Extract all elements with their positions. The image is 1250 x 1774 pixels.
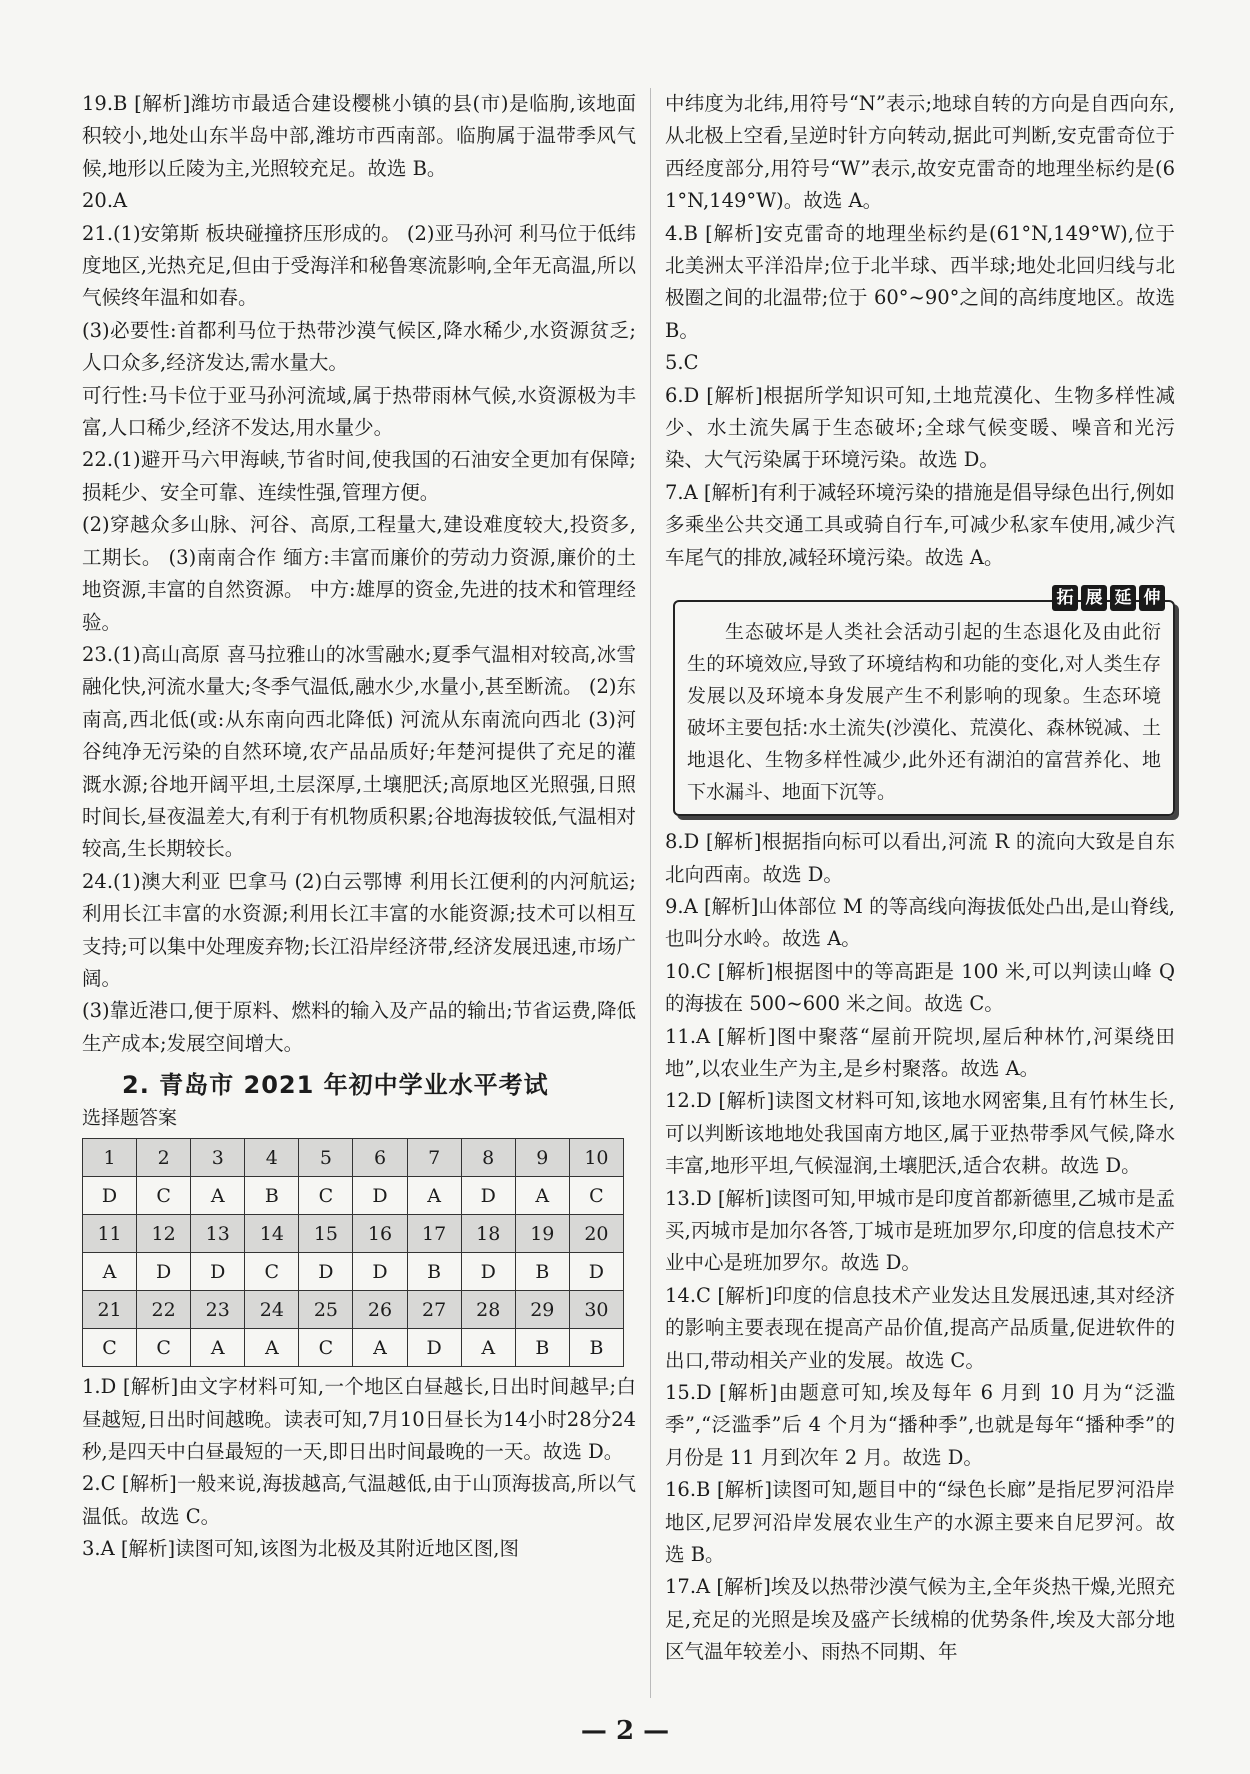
question-number-cell: 27 [407, 1291, 461, 1329]
answer-block: 中纬度为北纬,用符号“N”表示;地球自转的方向是自西向东,从北极上空看,呈逆时针方向转动,据此可判断,安克雷奇位于西经度部分,用符号“W”表示,故安克雷奇的地理坐标约是(61°N,149°W)。故选 A。 [665, 92, 1175, 213]
question-number-cell: 17 [407, 1215, 461, 1253]
answer-cell: C [245, 1253, 299, 1291]
right-column [665, 88, 1175, 1669]
answer-cell: A [245, 1329, 299, 1367]
answer-block: 23.(1)高山高原 喜马拉雅山的冰雪融水;夏季气温相对较高,冰雪融化快,河流水量大;冬季气温低,融水少,水量小,甚至断流。 (2)东南高,西北低(或:从东南向西北降低) 河流从东南流向西北 (3)河谷纯净无污染的自然环境,农产品品质好;年楚河提供了充足的灌溉水源;谷地开阔平坦,土层深厚,土壤肥沃;高原地区光照强,日照时间长,昼夜温差大,有利于有机物质积累;谷地海拔较低,气温相对较高,生长期较长。 [82, 642, 636, 861]
question-number-cell: 12 [137, 1215, 191, 1253]
answer-cell: D [461, 1177, 515, 1215]
question-number-cell: 25 [299, 1291, 353, 1329]
extension-tag-char: 伸 [1139, 585, 1165, 611]
extension-tag-char: 拓 [1052, 585, 1078, 611]
answer-block: 19.B [解析]潍坊市最适合建设樱桃小镇的县(市)是临朐,该地面积较小,地处山东半岛中部,潍坊市西南部。临朐属于温带季风气候,地形以丘陵为主,光照较充足。故选 B。 [82, 92, 636, 180]
answer-cell: D [461, 1253, 515, 1291]
question-number-cell: 22 [137, 1291, 191, 1329]
answer-cell: D [191, 1253, 245, 1291]
answer-block: 22.(1)避开马六甲海峡,节省时间,使我国的石油安全更加有保障;损耗少、安全可靠、连续性强,管理方便。 [82, 448, 636, 504]
answer-table-number-row [83, 1139, 624, 1177]
section-title: 2. 青岛市 2021 年初中学业水平考试 [122, 1071, 549, 1100]
question-number-cell: 26 [353, 1291, 407, 1329]
left-column [82, 88, 636, 1566]
extension-box [673, 588, 1175, 816]
answer-cell: D [569, 1253, 623, 1291]
answer-table-answer-row [83, 1177, 624, 1215]
extension-tag [1052, 585, 1165, 611]
question-number-cell: 21 [83, 1291, 137, 1329]
answer-block: 2.C [解析]一般来说,海拔越高,气温越低,由于山顶海拔高,所以气温低。故选 C。 [82, 1472, 636, 1528]
question-number-cell: 4 [245, 1139, 299, 1177]
answer-cell: D [353, 1253, 407, 1291]
answer-block: 9.A [解析]山体部位 M 的等高线向海拔低处凸出,是山脊线,也叫分水岭。故选 A。 [665, 894, 1175, 951]
answer-block: 21.(1)安第斯 板块碰撞挤压形成的。 (2)亚马孙河 利马位于低纬度地区,光热充足,但由于受海洋和秘鲁寒流影响,全年无高温,所以气候终年温和如春。 [82, 221, 636, 310]
answer-block: 5.C [665, 351, 699, 375]
answer-cell: A [407, 1177, 461, 1215]
answer-table-answer-row [83, 1329, 624, 1367]
question-number-cell: 9 [515, 1139, 569, 1177]
answer-table-number-row [83, 1291, 624, 1329]
question-number-cell: 5 [299, 1139, 353, 1177]
answer-cell: C [137, 1329, 191, 1367]
answer-block: 14.C [解析]印度的信息技术产业发达且发展迅速,其对经济的影响主要表现在提高产品价值,提高产品质量,促进软件的出口,带动相关产业的发展。故选 C。 [665, 1283, 1175, 1372]
answer-cell: C [299, 1329, 353, 1367]
answer-cell: C [569, 1177, 623, 1215]
answer-block: 12.D [解析]读图文材料可知,该地水网密集,且有竹林生长,可以判断该地地处我国南方地区,属于亚热带季风气候,降水丰富,地形平坦,气候湿润,土壤肥沃,适合农耕。故选 D。 [665, 1089, 1175, 1178]
answer-cell: A [461, 1329, 515, 1367]
answer-block: 13.D [解析]读图可知,甲城市是印度首都新德里,乙城市是孟买,丙城市是加尔各答,丁城市是班加罗尔,印度的信息技术产业中心是班加罗尔。故选 D。 [665, 1186, 1175, 1275]
question-number-cell: 28 [461, 1291, 515, 1329]
answer-cell: B [245, 1177, 299, 1215]
answer-block: 16.B [解析]读图可知,题目中的“绿色长廊”是指尼罗河沿岸地区,尼罗河沿岸发展农业生产的水源主要来自尼罗河。故选 B。 [665, 1478, 1175, 1567]
question-number-cell: 13 [191, 1215, 245, 1253]
question-number-cell: 6 [353, 1139, 407, 1177]
extension-text: 生态破坏是人类社会活动引起的生态退化及由此衍生的环境效应,导致了环境结构和功能的变化,对人类生存发展以及环境本身发展产生不利影响的现象。生态环境破坏主要包括:水土流失(沙漠化、荒漠化、森林锐减、土地退化、生物多样性减少,此外还有湖泊的富营养化、地下水漏斗、地面下沉等。 [687, 621, 1161, 804]
question-number-cell: 11 [83, 1215, 137, 1253]
answer-table-answer-row [83, 1253, 624, 1291]
question-number-cell: 14 [245, 1215, 299, 1253]
answer-cell: A [83, 1253, 137, 1291]
answer-block: 15.D [解析]由题意可知,埃及每年 6 月到 10 月为“泛滥季”,“泛滥季”后 4 个月为“播种季”,也就是每年“播种季”的月份是 11 月到次年 2 月。故选 D。 [665, 1381, 1175, 1469]
page-number: — 2 — [580, 1716, 670, 1746]
question-number-cell: 18 [461, 1215, 515, 1253]
question-number-cell: 16 [353, 1215, 407, 1253]
question-number-cell: 2 [137, 1139, 191, 1177]
answer-block: 17.A [解析]埃及以热带沙漠气候为主,全年炎热干燥,光照充足,充足的光照是埃及盛产长绒棉的优势条件,埃及大部分地区气温年较差小、雨热不同期、年 [665, 1575, 1175, 1664]
answer-block: (3)必要性:首都利马位于热带沙漠气候区,降水稀少,水资源贫乏;人口众多,经济发达,需水量大。 [82, 318, 636, 375]
answer-cell: B [569, 1329, 623, 1367]
question-number-cell: 24 [245, 1291, 299, 1329]
question-number-cell: 30 [569, 1291, 623, 1329]
answer-cell: B [515, 1329, 569, 1367]
question-number-cell: 15 [299, 1215, 353, 1253]
answer-cell: D [407, 1329, 461, 1367]
answer-cell: A [353, 1329, 407, 1367]
answer-cell: A [191, 1329, 245, 1367]
question-number-cell: 20 [569, 1215, 623, 1253]
answer-block: 6.D [解析]根据所学知识可知,土地荒漠化、生物多样性减少、水土流失属于生态破坏;全球气候变暖、噪音和光污染、大气污染属于环境污染。故选 D。 [665, 383, 1175, 472]
answer-cell: D [83, 1177, 137, 1215]
answer-block: 8.D [解析]根据指向标可以看出,河流 R 的流向大致是自东北向西南。故选 D。 [665, 830, 1175, 886]
answer-block: 3.A [解析]读图可知,该图为北极及其附近地区图,图 [82, 1537, 519, 1561]
answer-cell: D [299, 1253, 353, 1291]
question-number-cell: 29 [515, 1291, 569, 1329]
answer-block: 7.A [解析]有利于减轻环境污染的措施是倡导绿色出行,例如多乘坐公共交通工具或骑自行车,可减少私家车使用,减少汽车尾气的排放,减轻环境污染。故选 A。 [665, 480, 1175, 569]
answer-cell: A [191, 1177, 245, 1215]
question-number-cell: 19 [515, 1215, 569, 1253]
answer-cell: C [83, 1329, 137, 1367]
answer-cell: C [137, 1177, 191, 1215]
question-number-cell: 23 [191, 1291, 245, 1329]
answer-table [82, 1138, 624, 1367]
extension-tag-char: 展 [1081, 585, 1107, 611]
question-number-cell: 3 [191, 1139, 245, 1177]
answer-table-number-row [83, 1215, 624, 1253]
question-number-cell: 1 [83, 1139, 137, 1177]
answer-block: 20.A [82, 189, 128, 213]
answer-block: 10.C [解析]根据图中的等高距是 100 米,可以判读山峰 Q 的海拔在 500~600 米之间。故选 C。 [665, 959, 1175, 1016]
question-number-cell: 7 [407, 1139, 461, 1177]
answer-cell: D [353, 1177, 407, 1215]
answer-block: (3)靠近港口,便于原料、燃料的输入及产品的输出;节省运费,降低生产成本;发展空间增大。 [82, 999, 636, 1055]
answer-block: 11.A [解析]图中聚落“屋前开院坝,屋后种林竹,河渠绕田地”,以农业生产为主,是乡村聚落。故选 A。 [665, 1024, 1175, 1080]
answer-block: 可行性:马卡位于亚马孙河流域,属于热带雨林气候,水资源极为丰富,人口稀少,经济不发达,用水量少。 [82, 383, 636, 440]
answer-block: 24.(1)澳大利亚 巴拿马 (2)白云鄂博 利用长江便利的内河航运;利用长江丰富的水资源;利用长江丰富的水能资源;技术可以相互支持;可以集中处理废弃物;长江沿岸经济带,经济发展迅速,市场广阔。 [82, 869, 636, 990]
extension-tag-char: 延 [1110, 585, 1136, 611]
answer-cell: C [299, 1177, 353, 1215]
answer-cell: A [515, 1177, 569, 1215]
answer-block: (2)穿越众多山脉、河谷、高原,工程量大,建设难度较大,投资多,工期长。 (3)南南合作 缅方:丰富而廉价的劳动力资源,廉价的土地资源,丰富的自然资源。 中方:雄厚的资金,先进的技术和管理经验。 [82, 513, 636, 634]
answer-block: 4.B [解析]安克雷奇的地理坐标约是(61°N,149°W),位于北美洲太平洋沿岸;位于北半球、西半球;地处北回归线与北极圈之间的北温带;位于 60°~90°之间的高纬度地区。故选 B。 [665, 221, 1175, 342]
answer-cell: B [407, 1253, 461, 1291]
answer-cell: D [137, 1253, 191, 1291]
answer-block: 1.D [解析]由文字材料可知,一个地区白昼越长,日出时间越早;白昼越短,日出时间越晚。读表可知,7月10日昼长为14小时28分24秒,是四天中白昼最短的一天,即日出时间最晚的一天。故选 D。 [82, 1375, 636, 1463]
answer-cell: B [515, 1253, 569, 1291]
question-number-cell: 10 [569, 1139, 623, 1177]
question-number-cell: 8 [461, 1139, 515, 1177]
answer-table-caption: 选择题答案 [82, 1107, 178, 1130]
column-divider [650, 88, 651, 1698]
